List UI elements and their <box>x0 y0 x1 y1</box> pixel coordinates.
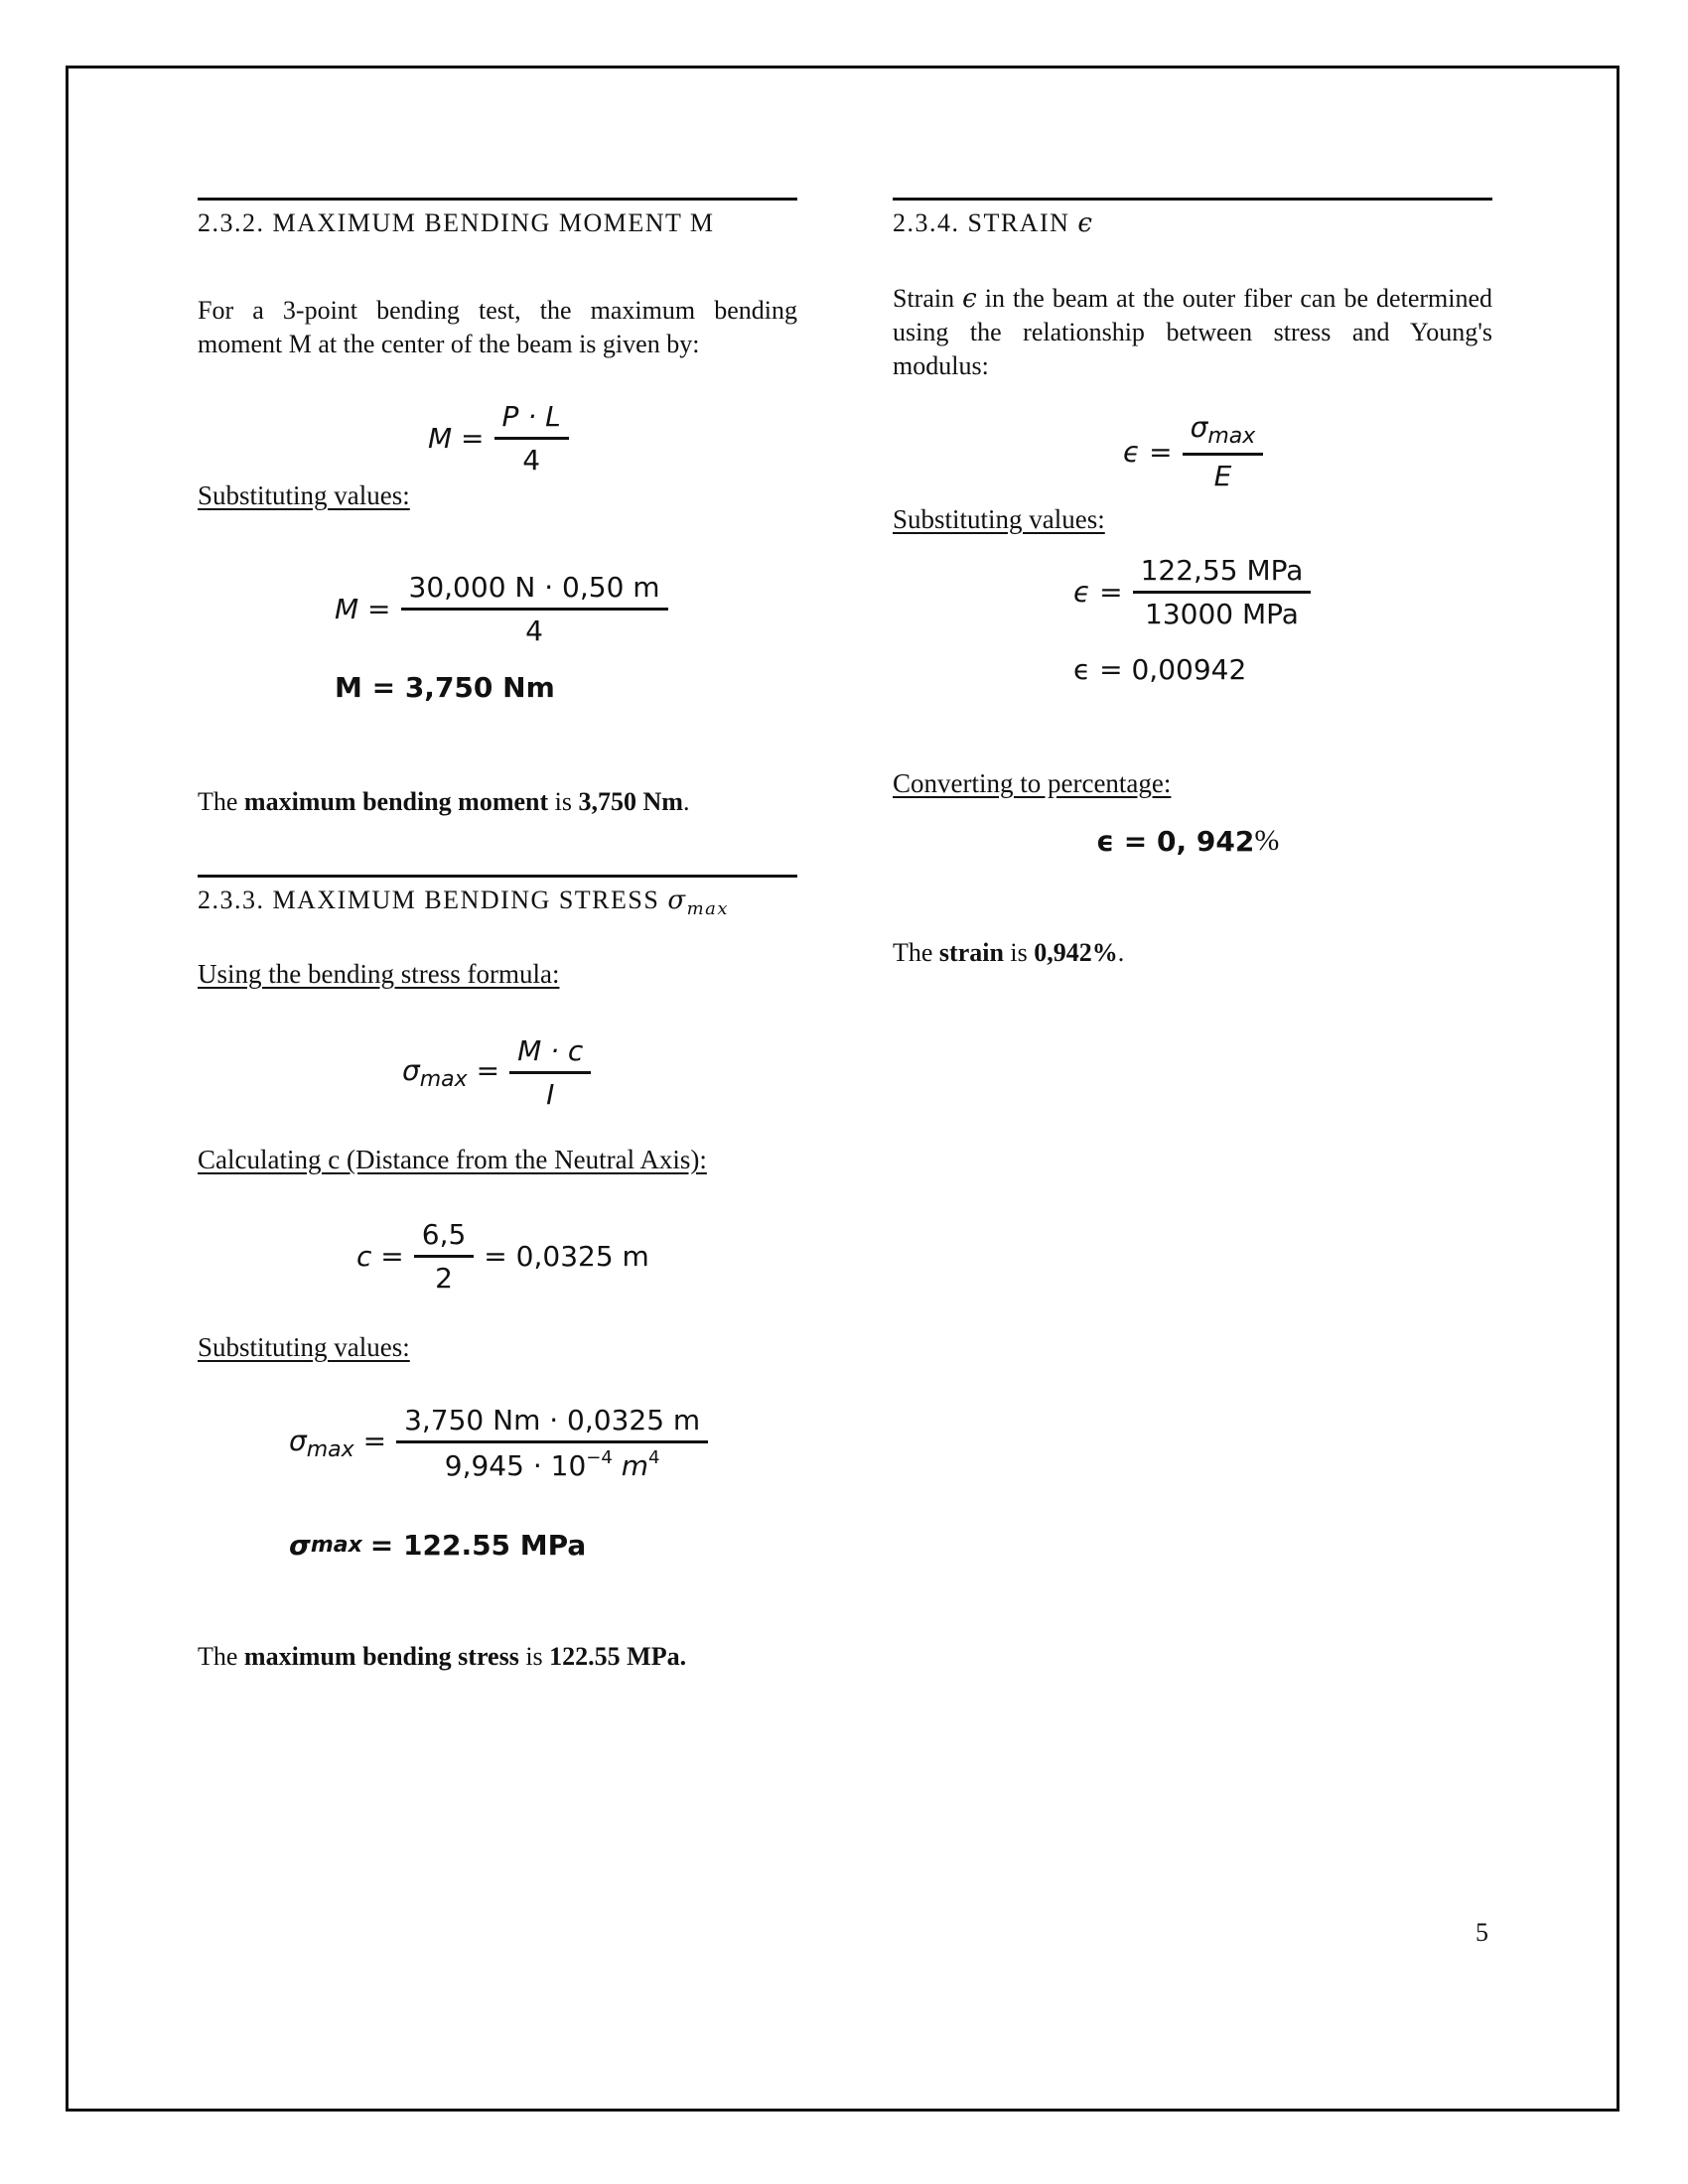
fraction-denominator: $9,945 \cdot 10^{-4}$ $m^4$ <box>444 1447 660 1482</box>
eq-lhs: $\sigma_{max}$ = <box>289 1424 387 1462</box>
sigma-symbol: σ <box>289 1529 311 1562</box>
text: The <box>893 938 939 967</box>
fraction-denominator: 13000 MPa <box>1145 598 1299 630</box>
sigma-symbol: σ <box>667 886 687 915</box>
subscript-max: max <box>310 1533 362 1558</box>
eq-result: ϵ = 0,00942 <box>1073 653 1247 686</box>
using-formula-label: Using the bending stress formula: <box>198 959 560 989</box>
bold-text: 122.55 MPa. <box>549 1642 687 1671</box>
equation-moment-substitution <box>335 571 668 647</box>
percent-sign: % <box>1254 824 1280 857</box>
text: is <box>518 1642 550 1671</box>
right-column <box>893 0 1492 2184</box>
subscript-max: max <box>686 898 730 919</box>
equation-stress-formula <box>402 1034 591 1111</box>
fraction-denominator: E <box>1213 460 1232 492</box>
text: . <box>1117 938 1125 967</box>
intro-paragraph-strain <box>893 282 1492 383</box>
fraction <box>1183 411 1264 492</box>
eq-rhs: = 0,0325 m <box>484 1240 649 1273</box>
section-heading-2-3-3 <box>198 875 797 919</box>
text: The <box>198 1642 244 1671</box>
fraction <box>396 1404 708 1482</box>
eq-lhs: c = <box>356 1240 404 1273</box>
epsilon-symbol: ϵ <box>1077 208 1094 238</box>
equation-strain-substitution <box>1073 554 1311 630</box>
section-heading-2-3-2: 2.3.2. MAXIMUM BENDING MOMENT M <box>198 198 797 238</box>
eq-lhs: M = <box>335 593 391 625</box>
text: is <box>548 787 579 816</box>
fraction-denominator: 4 <box>525 614 543 647</box>
eq-lhs: ϵ = <box>1123 435 1173 469</box>
fraction <box>509 1034 591 1111</box>
page-number: 5 <box>1476 1918 1488 1947</box>
fraction-numerator: 6,5 <box>414 1218 475 1258</box>
conclusion-bending-stress <box>198 1640 797 1674</box>
eq-lhs: ϵ = <box>1073 576 1123 609</box>
intro-paragraph-bending-moment: For a 3-point bending test, the maximum bending moment M at the center of the beam is given by: <box>198 296 797 358</box>
fraction-denominator: 4 <box>522 444 541 477</box>
fraction <box>401 571 668 647</box>
fraction <box>1133 554 1312 630</box>
bold-text: maximum bending stress <box>243 1642 519 1671</box>
bold-text: strain <box>938 938 1004 967</box>
heading-text: 2.3.4. STRAIN <box>893 208 1070 237</box>
equation-moment-result <box>335 671 555 704</box>
epsilon-symbol: ϵ <box>962 284 977 314</box>
text: is <box>1003 938 1035 967</box>
text: Strain <box>893 284 963 313</box>
left-column <box>198 0 797 2184</box>
equation-stress-substitution <box>289 1404 708 1482</box>
equation-stress-result <box>289 1529 586 1562</box>
text: in the beam at the outer fiber can be determined using the relationship between stress and Young's modulus: <box>893 284 1493 380</box>
substituting-values-label: Substituting values: <box>198 1332 410 1362</box>
eq-rhs: = 122.55 MPa <box>369 1529 587 1562</box>
heading-text: 2.3.3. MAXIMUM BENDING STRESS <box>198 886 660 914</box>
calculating-c-label: Calculating c (Distance from the Neutral Axis): <box>198 1145 707 1174</box>
conclusion-bending-moment <box>198 785 797 819</box>
bold-text: 0,942% <box>1034 938 1118 967</box>
fraction-numerator: 122,55 MPa <box>1133 554 1312 594</box>
eq-result-bold: ϵ = 0, 942 <box>1096 824 1255 858</box>
equation-strain-result <box>1073 653 1246 686</box>
fraction-numerator: 30,000 N · 0,50 m <box>401 571 668 611</box>
bold-text: 3,750 Nm <box>578 787 683 816</box>
equation-c-value <box>356 1218 649 1295</box>
fraction-numerator: $\sigma_{max}$ <box>1183 411 1264 456</box>
eq-lhs: M = <box>428 422 485 455</box>
equation-moment-formula <box>428 400 569 477</box>
eq-lhs: $\sigma_{max}$ = <box>402 1053 500 1092</box>
conclusion-strain <box>893 936 1492 970</box>
converting-label: Converting to percentage: <box>893 768 1172 798</box>
fraction <box>494 400 569 477</box>
fraction-numerator: 3,750 Nm · 0,0325 m <box>396 1404 708 1443</box>
substituting-values-label: Substituting values: <box>893 504 1105 534</box>
section-heading-2-3-4 <box>893 198 1492 238</box>
fraction <box>414 1218 475 1295</box>
fraction-denominator: 2 <box>435 1262 453 1295</box>
substituting-values-label: Substituting values: <box>198 480 410 510</box>
fraction-numerator: P · L <box>494 400 569 440</box>
fraction-denominator: I <box>546 1078 555 1111</box>
text: . <box>682 787 690 816</box>
fraction-numerator: M · c <box>509 1034 591 1074</box>
eq-result: M = 3,750 Nm <box>335 671 555 704</box>
text: The <box>198 787 244 816</box>
equation-strain-percentage <box>1096 824 1279 858</box>
bold-text: maximum bending moment <box>243 787 549 816</box>
equation-strain-formula <box>1123 411 1263 492</box>
